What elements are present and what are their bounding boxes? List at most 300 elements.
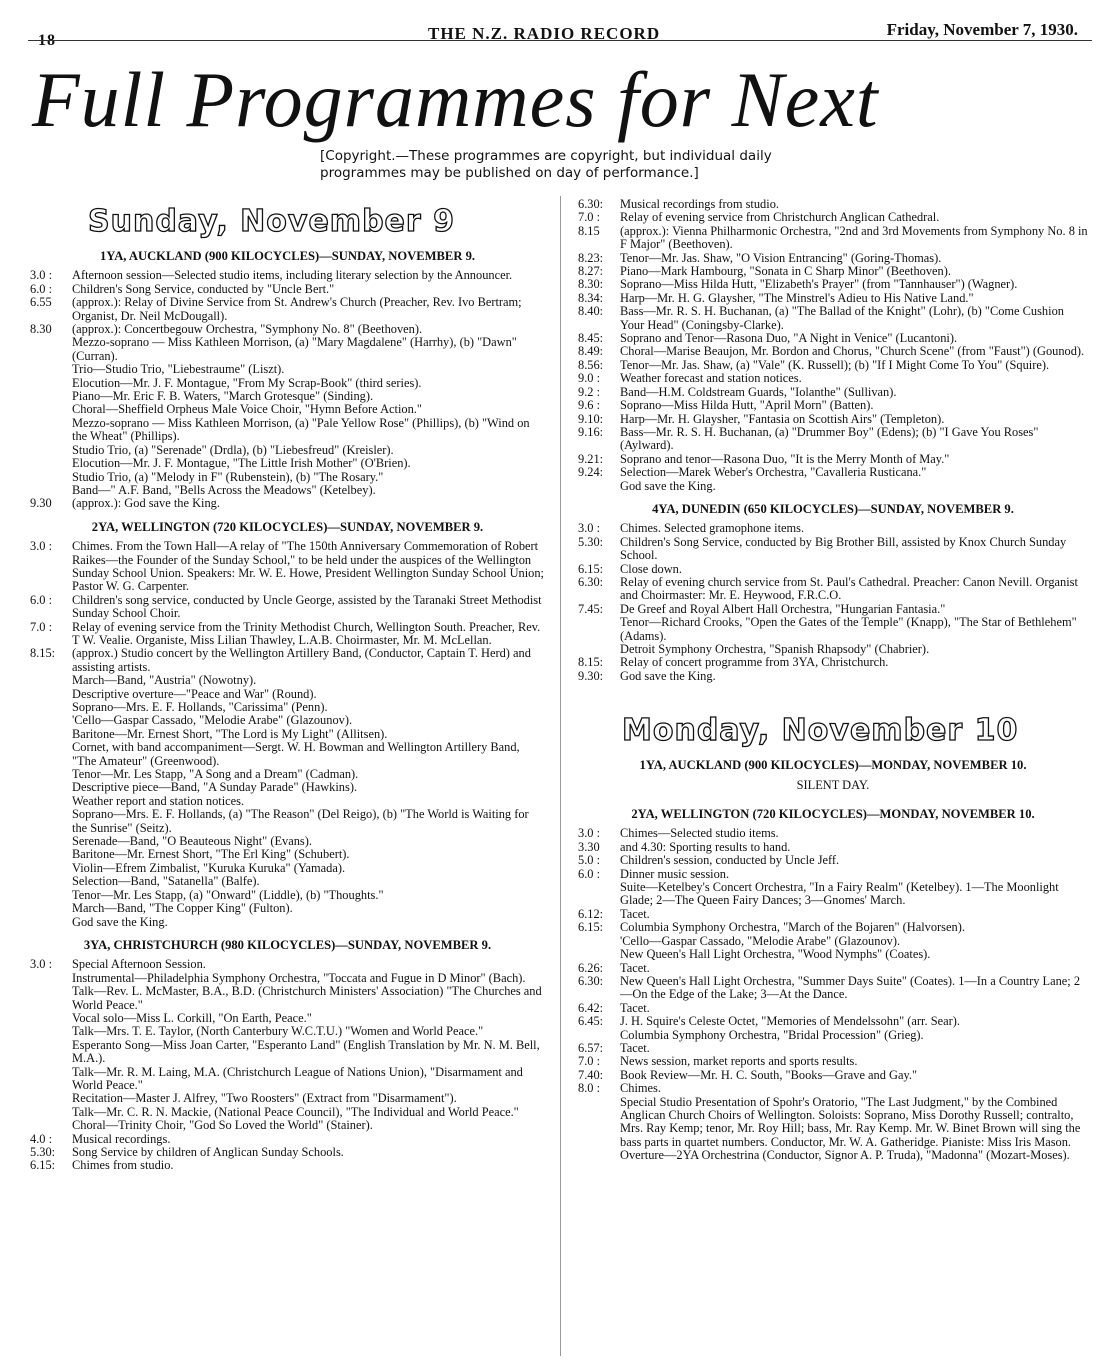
programme-time [30,701,72,714]
programme-time [30,417,72,444]
programme-time [578,616,620,643]
programme-text: Violin—Efrem Zimbalist, "Kuruka Kuruka" (Yamada). [72,860,346,875]
station-title: 1YA, AUCKLAND (900 KILOCYCLES)—MONDAY, NOVEMBER 10. [639,758,1027,773]
programme-item [578,1096,1088,1150]
programme-item [578,225,1088,252]
programme-time [30,985,72,1012]
programme-list [30,540,545,929]
programme-item [30,875,545,888]
programme-time [30,741,72,768]
programme-item [578,563,1088,576]
publication-title: THE N.Z. RADIO RECORD [428,24,661,43]
programme-time [30,889,72,902]
programme-item [30,741,545,768]
programme-time: 5.0 : [578,853,601,868]
programme-item [30,269,545,282]
page-title: Full Programmes for Next [32,56,879,143]
column-divider [560,196,561,1356]
programme-time: 6.57: [578,1040,604,1055]
programme-text: and 4.30: Sporting results to hand. [620,839,791,854]
station-title: 2YA, WELLINGTON (720 KILOCYCLES)—MONDAY, NOVEMBER 10. [631,807,1035,822]
programme-text: Soprano—Miss Hilda Hutt, "Elizabeth's Prayer" (from "Tannhauser") (Wagner). [620,277,1018,292]
programme-time: 6.0 : [30,592,53,607]
programme-time: 6.55 [30,295,52,310]
programme-time: 3.0 : [30,957,53,972]
programme-time [30,848,72,861]
programme-item [30,1025,545,1038]
programme-text: J. H. Squire's Celeste Octet, "Memories of Mendelssohn" (arr. Sear). [620,1014,960,1029]
programme-item [578,1055,1088,1068]
programme-text: Columbia Symphony Orchestra, "Bridal Procession" (Grieg). [620,1027,924,1042]
programme-item [578,252,1088,265]
programme-text: (approx.): Vienna Philharmonic Orchestra, "2nd and 3rd Movements from Symphony No. 8 in F Major" (Beethoven). [620,223,1088,252]
programme-text: Selection—Marek Weber's Orchestra, "Cavalleria Rusticana." [620,465,927,480]
programme-time: 9.24: [578,465,604,480]
programme-time: 6.30: [578,574,604,589]
programme-text: Esperanto Song—Miss Joan Carter, "Esperanto Land" (English Translation by Mr. N. M. Bell, M.A.). [72,1037,540,1066]
programme-time [30,336,72,363]
programme-text: Vocal solo—Miss L. Corkill, "On Earth, Peace." [72,1010,312,1025]
programme-item [30,296,545,323]
programme-text: Mezzo-soprano — Miss Kathleen Morrison, (a) "Pale Yellow Rose" (Phillips), (b) "Wind on the Wheat" (Phillips). [72,415,530,444]
programme-time: 3.0 : [30,539,53,554]
programme-text: Musical recordings. [72,1131,171,1146]
programme-time: 3.0 : [578,826,601,841]
programme-item [30,1159,545,1172]
programme-text: Soprano—Mrs. E. F. Hollands, "Carissima" (Penn). [72,700,328,714]
programme-text: Relay of evening service from Christchurch Anglican Cathedral. [620,210,940,225]
programme-item [578,670,1088,683]
column-left [30,200,545,1173]
programme-item [578,935,1088,948]
programme-text: Soprano and tenor—Rasona Duo, "It is the Merry Month of May." [620,451,950,466]
programme-time: 9.21: [578,451,604,466]
programme-list [578,198,1088,493]
programme-text: March—Band, "The Copper King" (Fulton). [72,901,293,916]
programme-item [578,453,1088,466]
programme-time: 3.0 : [578,521,601,536]
programme-time: 7.40: [578,1067,604,1082]
programme-text: (approx.): Concertbegouw Orchestra, "Symphony No. 8" (Beethoven). [72,322,423,337]
programme-item [30,363,545,376]
silent-day-note: SILENT DAY. [796,777,870,792]
day-heading-monday: Monday, November 10 [622,713,1019,749]
programme-time [578,1029,620,1042]
programme-time: 3.30 [578,839,600,854]
programme-list [578,522,1088,683]
programme-time: 6.0 : [30,281,53,296]
programme-text: Relay of concert programme from 3YA, Christchurch. [620,655,889,670]
programme-text: Mezzo-soprano — Miss Kathleen Morrison, (a) "Mary Magdalene" (Harrhy), (b) "Dawn" (Curran). [72,335,517,363]
programme-item [30,714,545,727]
programme-text: Elocution—Mr. J. F. Montague, "The Little Irish Mother" (O'Brien). [72,456,411,471]
programme-time: 6.15: [30,1158,56,1173]
programme-time [30,875,72,888]
programme-time: 8.15: [578,655,604,670]
column-right [578,198,1088,1163]
programme-item [578,211,1088,224]
programme-text: Talk—Mr. C. R. N. Mackie, (National Peace Council), "The Individual and World Peace." [72,1104,519,1119]
programme-time: 6.15: [578,561,604,576]
programme-text: Tenor—Mr. Jas. Shaw, "O Vision Entrancing" (Goring-Thomas). [620,250,942,265]
programme-item [30,795,545,808]
programme-item [30,594,545,621]
programme-item [30,862,545,875]
programme-time [30,972,72,985]
programme-text: Piano—Mark Hambourg, "Sonata in C Sharp Minor" (Beethoven). [620,264,951,279]
day-heading-sunday: Sunday, November 9 [88,204,455,239]
programme-item [578,576,1088,603]
programme-time [30,728,72,741]
programme-text: Soprano and Tenor—Rasona Duo, "A Night in Venice" (Lucantoni). [620,331,958,346]
programme-time [30,902,72,915]
programme-time: 6.30: [578,197,604,211]
header-rule [28,40,1092,41]
programme-item [30,540,545,594]
programme-text: Chimes. Selected gramophone items. [620,521,805,536]
programme-item [578,908,1088,921]
programme-item [30,403,545,416]
programme-time [30,1092,72,1105]
programme-text: Weather forecast and station notices. [620,371,802,386]
programme-item [578,1029,1088,1042]
programme-text: Relay of evening service from the Trinity Methodist Church, Wellington South. Preacher, Rev. T W. Vealie. Organiste, Miss Lilian Thawley, L.A.B. Choirmaster, Mr. M. McLellan. [72,619,541,647]
programme-time: 7.0 : [578,1054,601,1069]
programme-time [30,1012,72,1025]
programme-item [578,881,1088,908]
programme-text: God save the King. [620,478,716,493]
programme-time: 8.30 [30,322,52,337]
programme-text: New Queen's Hall Light Orchestra, "Summer Days Suite" (Coates). 1—In a Country Lane; 2—On the Edge of the Lake; 3—At the Dance. [620,973,1081,1002]
programme-text: Serenade—Band, "O Beauteous Night" (Evans). [72,834,312,849]
programme-item [578,868,1088,881]
programme-time: 8.23: [578,250,604,265]
programme-item [30,1066,545,1093]
programme-item [578,386,1088,399]
programme-text: Chimes. [620,1081,661,1096]
programme-time: 6.30: [578,973,604,988]
programme-item [578,827,1088,840]
programme-text: Children's Song Service, conducted by "Uncle Bert." [72,281,335,296]
page-header [30,14,1092,49]
programme-list [578,827,1088,1162]
programme-time [578,1149,620,1162]
programme-list [30,269,545,510]
issue-date: Friday, November 7, 1930. [886,20,1078,39]
programme-item [30,902,545,915]
programme-item [30,958,545,971]
programme-text: Descriptive overture—"Peace and War" (Round). [72,686,317,701]
programme-text: (approx.): Relay of Divine Service from St. Andrew's Church (Preacher, Rev. Ivo Bertram; Organist, Dr. Neil McDougall). [72,295,522,323]
programme-item [30,1119,545,1132]
programme-time: 9.30 [30,496,52,511]
programme-time [30,1119,72,1132]
programme-time: 9.16: [578,424,604,439]
programme-time: 7.45: [578,601,604,616]
programme-item [578,332,1088,345]
programme-item [30,457,545,470]
programme-time [30,808,72,835]
programme-text: Baritone—Mr. Ernest Short, "The Lord is My Light" (Allitsen). [72,726,388,741]
programme-text: Musical recordings from studio. [620,197,779,211]
programme-time [578,1096,620,1150]
programme-item [30,417,545,444]
programme-text: Descriptive piece—Band, "A Sunday Parade" (Hawkins). [72,780,358,795]
programme-text: 'Cello—Gaspar Cassado, "Melodie Arabe" (Glazounov). [72,713,353,728]
programme-item [578,265,1088,278]
programme-item [30,1092,545,1105]
programme-time [30,714,72,727]
programme-item [578,278,1088,291]
programme-text: Chimes from studio. [72,1158,174,1173]
programme-text: Chimes. From the Town Hall—A relay of "The 150th Anniversary Commemoration of Robert Raikes—the Founder of the Sunday School," to be held under the auspices of the Wellington Sunday School Union. Speakers: Mr. W. E. Howe, President Wellington Sunday School Union; Pastor W. G. Carpenter. [72,539,545,594]
programme-text: Selection—Band, "Satanella" (Balfe). [72,874,260,889]
programme-item [30,1039,545,1066]
programme-item [30,283,545,296]
programme-time [30,363,72,376]
programme-time: 8.34: [578,290,604,305]
programme-item [578,854,1088,867]
programme-text: Song Service by children of Anglican Sunday Schools. [72,1145,344,1159]
station-title: 1YA, AUCKLAND (900 KILOCYCLES)—SUNDAY, NOVEMBER 9. [99,249,476,263]
programme-time: 8.49: [578,344,604,359]
programme-item [30,336,545,363]
programme-text: Cornet, with band accompaniment—Sergt. W. H. Bowman and Wellington Artillery Band, "The Amateur" (Greenwood). [72,740,520,768]
programme-item [30,1106,545,1119]
programme-item [30,1133,545,1146]
programme-text: Instrumental—Philadelphia Symphony Orchestra, "Toccata and Fugue in D Minor" (Bach). [72,970,526,985]
programme-item [578,1069,1088,1082]
programme-time: 9.10: [578,411,604,426]
programme-item [30,621,545,648]
programme-item [578,399,1088,412]
programme-time: 9.30: [578,668,604,683]
programme-item [30,688,545,701]
copyright-notice: [Copyright.—These programmes are copyright, but individual daily programmes may be published on day of performance.] [320,148,772,181]
programme-text: Weather report and station notices. [72,793,245,808]
programme-text: Bass—Mr. R. S. H. Buchanan, (a) "Drummer Boy" (Edens); (b) "I Gave You Roses" (Aylward). [620,424,1039,453]
programme-text: Talk—Mr. R. M. Laing, M.A. (Christchurch League of Nations Union), "Disarmament and World Peace." [72,1064,523,1092]
programme-text: Band—H.M. Coldstream Guards, "Iolanthe" (Sullivan). [620,384,897,399]
programme-text: Close down. [620,561,682,576]
programme-text: Harp—Mr. H. Glaysher, "Fantasia on Scottish Airs" (Templeton). [620,411,945,426]
programme-item [578,345,1088,358]
programme-text: Tenor—Richard Crooks, "Open the Gates of the Temple" (Knapp), "The Star of Bethlehem" (Adams). [620,615,1077,643]
programme-time [30,1039,72,1066]
programme-time [30,444,72,457]
programme-time: 8.15 [578,223,600,238]
programme-time: 5.30: [30,1145,56,1159]
programme-time [30,390,72,403]
programme-time [30,1025,72,1038]
programme-item [30,985,545,1012]
programme-text: Columbia Symphony Orchestra, "March of the Bojaren" (Halvorsen). [620,920,965,935]
programme-text: Harp—Mr. H. G. Glaysher, "The Minstrel's Adieu to His Native Land." [620,290,974,305]
station-title: 4YA, DUNEDIN (650 KILOCYCLES)—SUNDAY, NOVEMBER 9. [652,501,1014,516]
programme-item [30,1146,545,1159]
programme-item [578,948,1088,961]
programme-item [578,536,1088,563]
programme-time [30,484,72,497]
programme-text: Tacet. [620,1040,650,1055]
programme-time: 6.15: [578,920,604,935]
programme-item [30,390,545,403]
programme-text: Special Afternoon Session. [72,957,206,972]
programme-time: 6.26: [578,960,604,975]
programme-item [578,962,1088,975]
programme-item [30,848,545,861]
programme-time [30,862,72,875]
programme-text: New Queen's Hall Light Orchestra, "Wood Nymphs" (Coates). [620,947,931,962]
programme-text: Book Review—Mr. H. C. South, "Books—Grave and Gay." [620,1067,918,1082]
programme-item [30,808,545,835]
programme-time [578,480,620,493]
programme-item [578,522,1088,535]
programme-time [578,643,620,656]
programme-text: Talk—Mrs. T. E. Taylor, (North Canterbury W.C.T.U.) "Women and World Peace." [72,1024,484,1039]
programme-time [30,457,72,470]
programme-item [578,480,1088,493]
page-number: 18 [38,32,56,49]
programme-time: 7.0 : [30,619,53,634]
programme-item [578,616,1088,643]
station-title: 3YA, CHRISTCHURCH (980 KILOCYCLES)—SUNDAY, NOVEMBER 9. [83,937,492,952]
programme-item [30,728,545,741]
programme-time: 8.40: [578,304,604,319]
programme-time: 8.15: [30,646,56,661]
programme-item [30,323,545,336]
programme-item [578,426,1088,453]
programme-time: 5.30: [578,534,604,549]
programme-time: 9.0 : [578,371,601,386]
programme-text: Suite—Ketelbey's Concert Orchestra, "In a Fairy Realm" (Ketelbey). 1—The Moonlight Glade; 2—The Queen Fairy Dances; 3—Gnomes' March. [620,880,1059,908]
programme-text: Tacet. [620,906,650,921]
programme-item [578,656,1088,669]
programme-time [30,377,72,390]
programme-time: 6.0 : [578,866,601,881]
programme-item [578,1002,1088,1015]
programme-time [30,768,72,781]
programme-text: Tenor—Mr. Les Stapp, (a) "Onward" (Liddle), (b) "Thoughts." [72,887,384,902]
programme-text: (approx.): God save the King. [72,496,220,511]
programme-time [30,781,72,794]
station-title: 2YA, WELLINGTON (720 KILOCYCLES)—SUNDAY, NOVEMBER 9. [91,519,484,534]
programme-item [578,305,1088,332]
programme-text: Talk—Rev. L. McMaster, B.A., B.D. (Christchurch Ministers' Association) "The Churches and World Peace." [72,984,542,1012]
programme-time [30,688,72,701]
programme-text: Recitation—Master J. Alfrey, "Two Roosters" (Extract from "Disarmament"). [72,1091,457,1106]
programme-item [578,292,1088,305]
programme-item [30,768,545,781]
programme-time: 8.45: [578,331,604,346]
programme-item [578,1082,1088,1095]
programme-time: 9.2 : [578,384,601,399]
programme-item [578,603,1088,616]
programme-item [578,975,1088,1002]
programme-text: Bass—Mr. R. S. H. Buchanan, (a) "The Ballad of the Knight" (Lohr), (b) "Come Cushion Your Head" (Coningsby-Clarke). [620,304,1064,332]
programme-time [578,948,620,961]
programme-item [578,921,1088,934]
programme-item [578,359,1088,372]
programme-item [578,643,1088,656]
programme-text: Overture—2YA Orchestrina (Conductor, Signor A. P. Truda), "Madonna" (Mozart-Moses). [620,1148,1070,1163]
programme-time [30,471,72,484]
programme-item [578,1042,1088,1055]
programme-text: Dinner music session. [620,866,730,881]
programme-item [30,497,545,510]
programme-time: 6.45: [578,1014,604,1029]
programme-item [578,1015,1088,1028]
programme-text: Choral—Trinity Choir, "God So Loved the World" (Stainer). [72,1118,373,1133]
programme-text: God save the King. [72,914,168,929]
programme-time [30,674,72,687]
programme-text: Choral—Marise Beaujon, Mr. Bordon and Chorus, "Church Scene" (from "Faust") (Gounod). [620,344,1085,359]
programme-text: Children's session, conducted by Uncle Jeff. [620,853,840,868]
programme-text: De Greef and Royal Albert Hall Orchestra, "Hungarian Fantasia." [620,601,946,616]
programme-time: 9.6 : [578,398,601,413]
programme-item [30,647,545,674]
programme-text: March—Band, "Austria" (Nowotny). [72,673,257,688]
programme-text: (approx.) Studio concert by the Wellington Artillery Band, (Conductor, Captain T. Herd) and assisting artists. [72,646,531,674]
programme-time: 8.56: [578,357,604,372]
programme-text: Baritone—Mr. Ernest Short, "The Erl King" (Schubert). [72,847,350,862]
programme-time: 6.42: [578,1000,604,1015]
programme-time [30,403,72,416]
programme-text: Elocution—Mr. J. F. Montague, "From My Scrap-Book" (third series). [72,375,422,390]
programme-item [30,835,545,848]
programme-text: Tacet. [620,960,650,975]
programme-time: 3.0 : [30,268,53,283]
programme-text: Studio Trio, (a) "Serenade" (Drdla), (b) "Liebesfreud" (Kreisler). [72,442,394,457]
programme-text: Tenor—Mr. Jas. Shaw, (a) "Vale" (K. Russell); (b) "If I Might Come To You" (Squire). [620,357,1050,372]
programme-time: 7.0 : [578,210,601,225]
programme-time: 8.27: [578,264,604,279]
programme-item [30,484,545,497]
programme-text: Choral—Sheffield Orpheus Male Voice Choir, "Hymn Before Action." [72,402,422,417]
programme-time: 8.30: [578,277,604,292]
programme-text: God save the King. [620,668,716,683]
programme-text: Detroit Symphony Orchestra, "Spanish Rhapsody" (Chabrier). [620,642,930,656]
programme-text: Piano—Mr. Eric F. B. Waters, "March Grotesque" (Sinding). [72,389,374,404]
programme-time [30,916,72,929]
programme-text: Tenor—Mr. Les Stapp, "A Song and a Dream" (Cadman). [72,767,359,782]
programme-item [30,1012,545,1025]
programme-time [578,881,620,908]
programme-text: Relay of evening church service from St. Paul's Cathedral. Preacher: Canon Nevill. Organist and Choirmaster: Mr. E. Heywood, F.R.C.O. [620,574,1078,603]
programme-text: Soprano—Miss Hilda Hutt, "April Morn" (Batten). [620,398,874,413]
programme-text: Studio Trio, (a) "Melody in F" (Rubenstein), (b) "The Rosary." [72,469,384,484]
programme-item [30,972,545,985]
programme-time [30,1106,72,1119]
programme-time [30,835,72,848]
programme-text: Soprano—Mrs. E. F. Hollands, (a) "The Reason" (Del Reigo), (b) "The World is Waiting for the Sunrise" (Seitz). [72,807,529,835]
programme-item [30,889,545,902]
programme-time: 4.0 : [30,1131,53,1146]
programme-item [30,674,545,687]
programme-item [30,377,545,390]
programme-text: Chimes—Selected studio items. [620,826,779,841]
programme-text: Trio—Studio Trio, "Liebestraume" (Liszt). [72,362,285,377]
programme-time: 8.0 : [578,1081,601,1096]
programme-text: Afternoon session—Selected studio items, including literary selection by the Announcer. [72,268,513,283]
programme-text: Tacet. [620,1000,650,1015]
programme-item [578,372,1088,385]
programme-item [30,701,545,714]
programme-item [578,198,1088,211]
programme-text: 'Cello—Gaspar Cassado, "Melodie Arabe" (Glazounov). [620,933,901,948]
programme-time [578,935,620,948]
programme-time: 6.12: [578,906,604,921]
